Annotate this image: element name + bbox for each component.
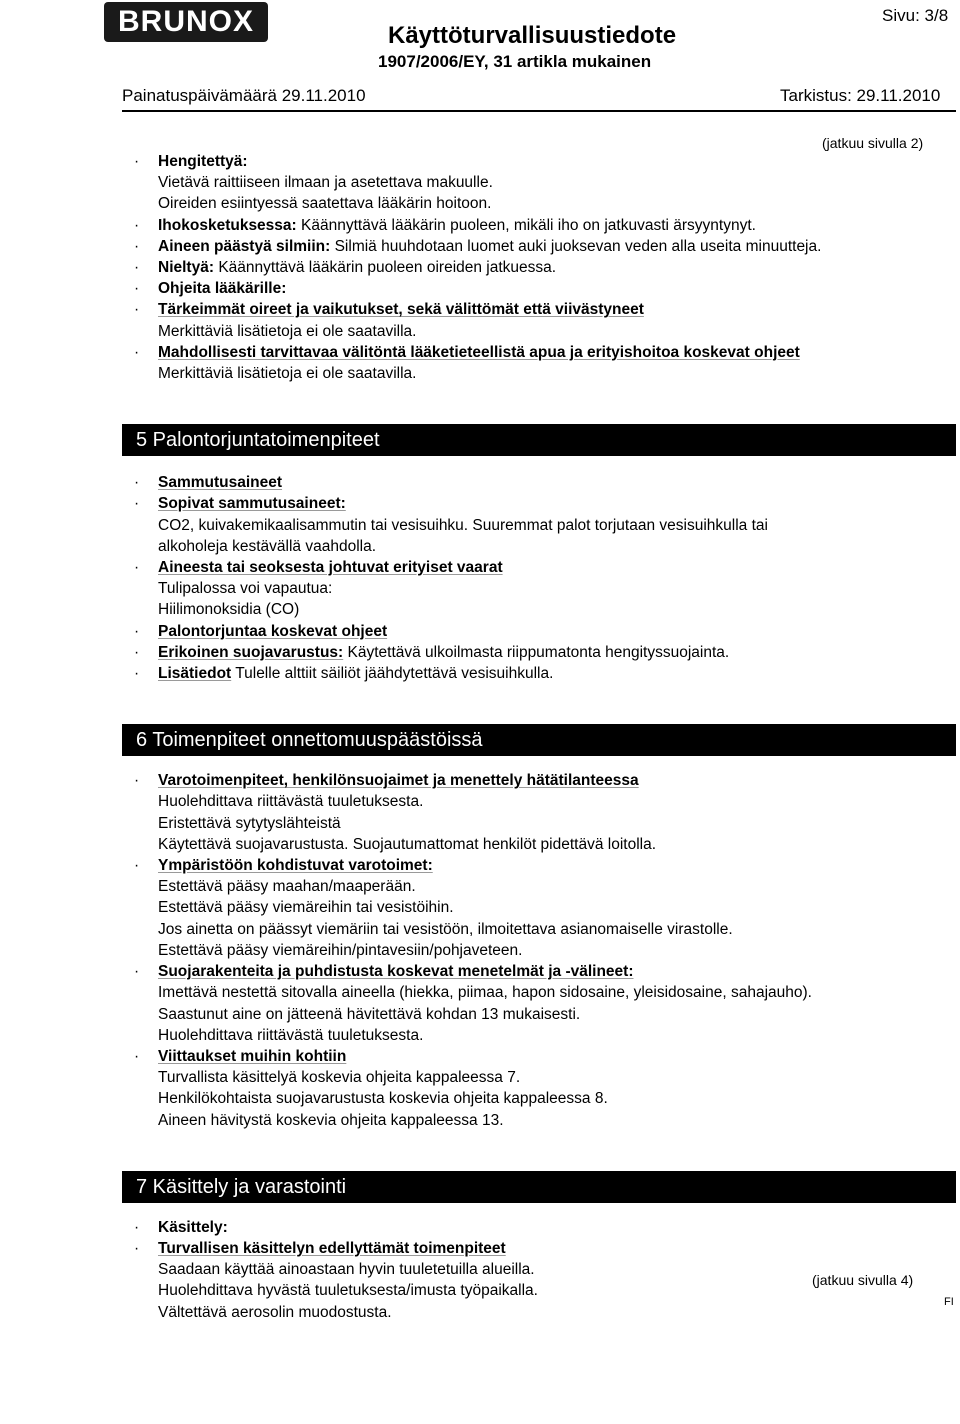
bullet: · bbox=[134, 301, 140, 319]
medical-item bbox=[122, 342, 956, 363]
suitable-media-heading: Sopivat sammutusaineet: bbox=[158, 495, 346, 513]
bullet: · bbox=[134, 280, 140, 298]
document-title: Käyttöturvallisuustiedote bbox=[388, 22, 677, 49]
logo-text: BRUNOX bbox=[117, 5, 254, 38]
text-line: Käytettävä suojavarustusta. Suojautumattomat henkilöt pidettävä loitolla. bbox=[158, 835, 657, 853]
text-line: Tulipalossa voi vapautua: bbox=[158, 580, 333, 598]
references-heading: Viittaukset muihin kohtiin bbox=[158, 1047, 347, 1065]
text-line: CO2, kuivakemikaalisammutin tai vesisuihku. Suuremmat palot torjutaan vesisuihkulla tai bbox=[158, 516, 768, 534]
continued-from: (jatkuu sivulla 2) bbox=[822, 135, 924, 151]
page-number: Sivu: 3/8 bbox=[882, 6, 949, 25]
bullet: · bbox=[134, 1047, 140, 1065]
bullet: · bbox=[134, 474, 140, 492]
additional-info-item bbox=[122, 663, 956, 684]
firefighting-advice-heading: Palontorjuntaa koskevat ohjeet bbox=[158, 622, 388, 640]
skin-text: Käännyttävä lääkärin puoleen, mikäli iho on jatkuvasti ärsyyntynyt. bbox=[301, 216, 756, 234]
protective-equipment-item bbox=[122, 642, 956, 663]
bullet: · bbox=[134, 1239, 140, 1257]
text-line: Estettävä pääsy viemäreihin/pintavesiin/pohjaveteen. bbox=[158, 941, 523, 959]
section-5-title: 5 Palontorjuntatoimenpiteet bbox=[122, 424, 956, 456]
special-hazards-item bbox=[122, 557, 956, 578]
bullet: · bbox=[134, 1218, 140, 1236]
cleanup-item bbox=[122, 961, 956, 982]
section-6-title: 6 Toimenpiteet onnettomuuspäästöissä bbox=[122, 724, 956, 756]
precautions-item bbox=[122, 770, 956, 791]
text-line: Merkittäviä lisätietoja ei ole saatavilla. bbox=[158, 365, 417, 383]
bullet: · bbox=[134, 772, 140, 790]
section-7-title: 7 Käsittely ja varastointi bbox=[122, 1171, 956, 1203]
extinguishing-media-heading: Sammutusaineet bbox=[158, 474, 283, 492]
document-body bbox=[122, 151, 956, 1323]
protective-equipment-label: Erikoinen suojavarustus: bbox=[158, 643, 344, 661]
bullet: · bbox=[134, 643, 140, 661]
text-line: Vietävä raittiiseen ilmaan ja asetettava makuulle. bbox=[158, 174, 493, 192]
additional-info-text: Tulelle alttiit säiliöt jäähdytettävä vesisuihkulla. bbox=[235, 665, 554, 683]
continued-to: (jatkuu sivulla 4) bbox=[812, 1272, 914, 1288]
symptoms-heading: Tärkeimmät oireet ja vaikutukset, sekä välittömät että viivästyneet bbox=[158, 301, 644, 319]
text-line: Saadaan käyttää ainoastaan hyvin tuuletetuilla alueilla. bbox=[158, 1261, 535, 1279]
ingestion-text: Käännyttävä lääkärin puoleen oireiden jatkuessa. bbox=[218, 259, 557, 277]
eye-item bbox=[122, 236, 956, 257]
text-line: Huolehdittava riittävästä tuuletuksesta. bbox=[158, 793, 424, 811]
environmental-item bbox=[122, 855, 956, 876]
language-code: FI bbox=[944, 1296, 954, 1308]
bullet: · bbox=[134, 665, 140, 683]
firefighting-advice-item bbox=[122, 621, 956, 642]
safe-handling-item bbox=[122, 1238, 956, 1259]
text-line: Turvallista käsittelyä koskevia ohjeita kappaleessa 7. bbox=[158, 1069, 521, 1087]
text-line: Merkittäviä lisätietoja ei ole saatavilla. bbox=[158, 322, 417, 340]
references-item bbox=[122, 1046, 956, 1067]
extinguishing-media-item bbox=[122, 472, 956, 493]
text-line: Aineen hävitystä koskevia ohjeita kappaleessa 13. bbox=[158, 1111, 504, 1129]
text-line: Huolehdittava riittävästä tuuletuksesta. bbox=[158, 1026, 424, 1044]
text-line: Jos ainetta on päässyt viemäriin tai vesistöön, ilmoitettava asianomaiselle virastolle. bbox=[158, 920, 733, 938]
brand-logo bbox=[104, 2, 268, 42]
bullet: · bbox=[134, 237, 140, 255]
doctor-item bbox=[122, 278, 956, 299]
skin-item bbox=[122, 215, 956, 236]
text-line: Hiilimonoksidia (CO) bbox=[158, 601, 300, 619]
suitable-media-item bbox=[122, 493, 956, 514]
text-line: Saastunut aine on jätteenä hävitettävä kohdan 13 mukaisesti. bbox=[158, 1005, 581, 1023]
text-line: Estettävä pääsy maahan/maaperään. bbox=[158, 878, 416, 896]
bullet: · bbox=[134, 963, 140, 981]
medical-heading: Mahdollisesti tarvittavaa välitöntä lääketieteellistä apua ja erityishoitoa koskevat ohjeet bbox=[158, 343, 800, 361]
safe-handling-heading: Turvallisen käsittelyn edellyttämät toimenpiteet bbox=[158, 1239, 506, 1257]
precautions-heading: Varotoimenpiteet, henkilönsuojaimet ja menettely hätätilanteessa bbox=[158, 772, 639, 790]
revision-date: Tarkistus: 29.11.2010 bbox=[780, 86, 941, 105]
handling-item bbox=[122, 1217, 956, 1238]
text-line: Imettävä nestettä sitovalla aineella (hiekka, piimaa, hapon sidosaine, yleisidosaine, sahajauho). bbox=[158, 984, 812, 1002]
skin-label: Ihokosketuksessa: bbox=[158, 216, 297, 234]
handling-label: Käsittely: bbox=[158, 1218, 228, 1236]
bullet: · bbox=[134, 216, 140, 234]
bullet: · bbox=[134, 622, 140, 640]
doctor-label: Ohjeita lääkärille: bbox=[158, 280, 287, 298]
bullet: · bbox=[134, 343, 140, 361]
cleanup-heading: Suojarakenteita ja puhdistusta koskevat menetelmät ja -välineet: bbox=[158, 963, 634, 981]
text-line: Oireiden esiintyessä saatettava lääkärin hoitoon. bbox=[158, 195, 492, 213]
bullet: · bbox=[134, 857, 140, 875]
bullet: · bbox=[134, 153, 140, 170]
inhalation-label: Hengitettyä: bbox=[158, 153, 248, 170]
text-line: Estettävä pääsy viemäreihin tai vesistöihin. bbox=[158, 899, 454, 917]
symptoms-item bbox=[122, 299, 956, 320]
text-line: alkoholeja kestävällä vaahdolla. bbox=[158, 537, 377, 555]
protective-equipment-text: Käytettävä ulkoilmasta riippumatonta hengityssuojainta. bbox=[347, 643, 730, 661]
document-subtitle: 1907/2006/EY, 31 artikla mukainen bbox=[378, 52, 652, 71]
text-line: Huolehdittava hyvästä tuuletuksesta/imusta työpaikalla. bbox=[158, 1282, 538, 1300]
text-line: Henkilökohtaista suojavarustusta koskevia ohjeita kappaleessa 8. bbox=[158, 1090, 608, 1108]
ingestion-label: Nieltyä: bbox=[158, 259, 214, 277]
eye-label: Aineen päästyä silmiin: bbox=[158, 237, 331, 255]
special-hazards-heading: Aineesta tai seoksesta johtuvat erityiset vaarat bbox=[158, 559, 503, 577]
bullet: · bbox=[134, 495, 140, 513]
print-date: Painatuspäivämäärä 29.11.2010 bbox=[122, 86, 366, 105]
inhalation-item bbox=[122, 151, 956, 172]
bullet: · bbox=[134, 259, 140, 277]
ingestion-item bbox=[122, 257, 956, 278]
environmental-heading: Ympäristöön kohdistuvat varotoimet: bbox=[158, 857, 433, 875]
text-line: Vältettävä aerosolin muodostusta. bbox=[158, 1303, 392, 1321]
bullet: · bbox=[134, 559, 140, 577]
eye-text: Silmiä huuhdotaan luomet auki juoksevan veden alla useita minuutteja. bbox=[334, 237, 822, 255]
header-divider bbox=[122, 110, 956, 112]
text-line: Eristettävä sytytyslähteistä bbox=[158, 814, 341, 832]
additional-info-label: Lisätiedot bbox=[158, 665, 232, 683]
